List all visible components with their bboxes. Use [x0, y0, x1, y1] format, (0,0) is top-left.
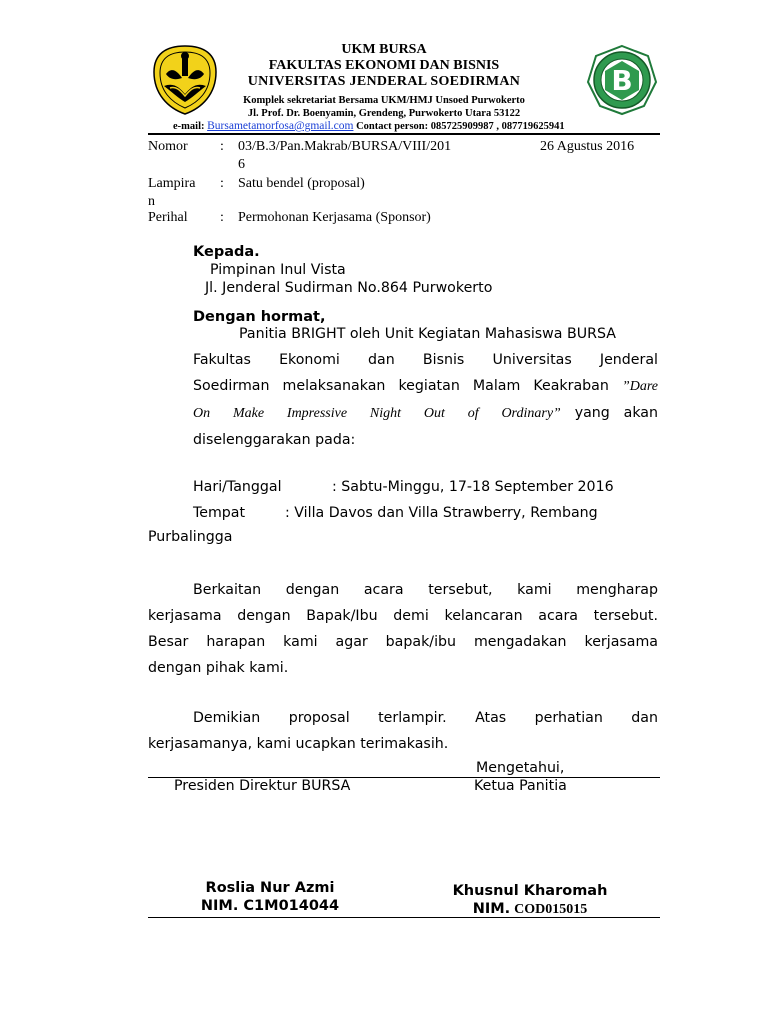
perihal-value: Permohonan Kerjasama (Sponsor) [238, 210, 431, 225]
p1-line-2: Fakultas Ekonomi dan Bisnis Universitas Jenderal [193, 352, 658, 368]
email-link[interactable]: Bursametamorfosa@gmail.com [207, 120, 354, 132]
tempat-value: : Villa Davos dan Villa Strawberry, Rembang [285, 505, 598, 521]
nomor-value-wrap: 6 [238, 157, 245, 172]
nomor-label: Nomor [148, 139, 188, 154]
letter-date: 26 Agustus 2016 [540, 139, 635, 154]
contact-person: Contact person: 085725909987 , 087719625941 [356, 121, 565, 132]
right-signer-title: Ketua Panitia [474, 778, 567, 794]
lampiran-label-wrap: n [148, 194, 155, 209]
email-label: e-mail: [173, 121, 205, 132]
tempat-label: Tempat [193, 505, 246, 521]
address-line-2: Jl. Prof. Dr. Boenyamin, Grendeng, Purwokerto Utara 53122 [247, 108, 521, 119]
event-title-start: ”Dare [621, 379, 658, 394]
signature-bottom-rule [148, 917, 660, 918]
p3-line-2: kerjasamanya, kami ucapkan terimakasih. [148, 736, 449, 752]
left-signer-title: Presiden Direktur BURSA [174, 778, 351, 794]
recipient-name: Pimpinan Inul Vista [210, 262, 346, 278]
paragraph-2 [148, 577, 658, 681]
p1-line-1: Panitia BRIGHT oleh Unit Kegiatan Mahasiswa BURSA [239, 326, 616, 342]
recipient-address: Jl. Jenderal Sudirman No.864 Purwokerto [205, 280, 493, 296]
letterhead [0, 42, 768, 90]
p1-line-3 [193, 373, 658, 400]
bursa-logo-letter: B [611, 64, 633, 97]
org-name: UKM BURSA [341, 42, 427, 57]
paragraph-1 [193, 321, 658, 453]
tempat-value-wrap: Purbalingga [148, 529, 233, 545]
lampiran-label: Lampira [148, 176, 196, 191]
p2-line-2: kerjasama dengan Bapak/Ibu demi kelancaran acara tersebut. [148, 608, 658, 624]
mengetahui: Mengetahui, [476, 760, 565, 776]
header-divider [148, 133, 660, 135]
contact-line [173, 120, 693, 133]
perihal-colon: : [220, 210, 224, 225]
greeting: Dengan hormat, [193, 309, 326, 325]
left-signer-name: Roslia Nur Azmi [205, 880, 335, 896]
right-signer-name: Khusnul Kharomah [452, 883, 608, 899]
p3-line-1: Demikian proposal terlampir. Atas perhatian dan [193, 710, 658, 726]
event-title-end: On Make Impressive Night Out of Ordinary” [193, 406, 561, 421]
faculty-name: FAKULTAS EKONOMI DAN BISNIS [268, 58, 500, 73]
left-signer-nim: NIM. C1M014044 [200, 898, 340, 914]
lampiran-value: Satu bendel (proposal) [238, 176, 365, 191]
p2-line-3: Besar harapan kami agar bapak/ibu mengadakan kerjasama [148, 634, 658, 650]
p2-line-4: dengan pihak kami. [148, 660, 289, 676]
hari-label: Hari/Tanggal [193, 479, 282, 495]
p1-line-3-text: Soedirman melaksanakan kegiatan Malam Keakraban [193, 378, 622, 394]
perihal-label: Perihal [148, 210, 188, 225]
university-name: UNIVERSITAS JENDERAL SOEDIRMAN [247, 74, 521, 89]
address-line-1: Komplek sekretariat Bersama UKM/HMJ Unsoed Purwokerto [243, 95, 525, 106]
p2-line-1: Berkaitan dengan acara tersebut, kami mengharap [193, 582, 658, 598]
kepada-heading: Kepada. [193, 244, 260, 260]
hari-value: : Sabtu-Minggu, 17-18 September 2016 [332, 479, 614, 495]
p1-line-4-text: yang akan [560, 405, 658, 421]
lampiran-colon: : [220, 176, 224, 191]
right-nim-value: COD015015 [514, 902, 588, 917]
nomor-value: 03/B.3/Pan.Makrab/BURSA/VIII/201 [238, 139, 452, 154]
right-signer-nim [420, 900, 640, 918]
paragraph-3 [148, 705, 658, 757]
p1-line-5: diselenggarakan pada: [193, 432, 356, 448]
nomor-colon: : [220, 139, 224, 154]
right-nim-prefix: NIM. [472, 901, 511, 917]
p1-line-4 [193, 400, 658, 427]
